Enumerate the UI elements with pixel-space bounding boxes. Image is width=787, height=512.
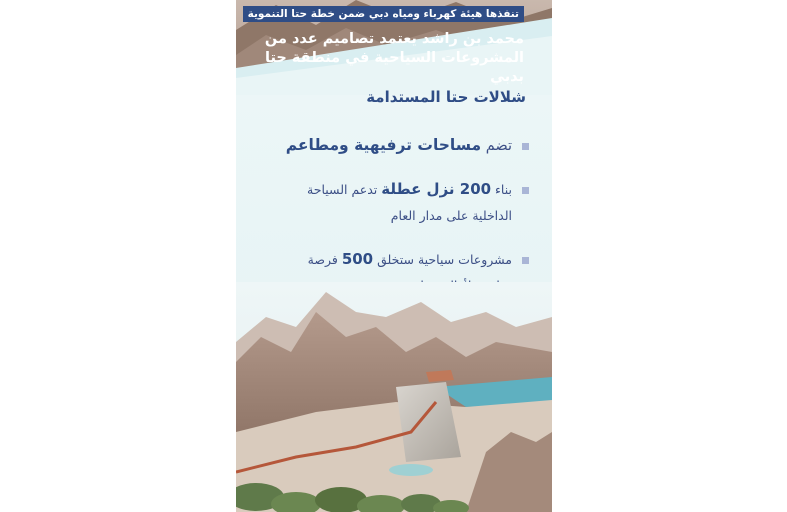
bullet-text: تدعم السياحة bbox=[307, 182, 382, 197]
bullet-square-icon bbox=[522, 143, 529, 150]
headline-line-1: محمد بن راشد يعتمد تصاميم عدد من bbox=[264, 31, 524, 47]
bullet-square-icon bbox=[522, 257, 529, 264]
bullet-line bbox=[238, 176, 512, 203]
bullet-item bbox=[238, 132, 538, 159]
infographic-poster bbox=[236, 0, 552, 512]
bullet-square-icon bbox=[522, 187, 529, 194]
headline-line-2: المشروعات السياحية في منطقة حتا بدبي bbox=[265, 50, 524, 85]
hatta-dam-rendering bbox=[236, 282, 552, 512]
bullet-line bbox=[238, 246, 512, 273]
bullet-item bbox=[238, 176, 538, 229]
top-banner: تنفذها هيئة كهرباء ومياه دبي ضمن خطة حتا التنموية bbox=[243, 6, 524, 22]
dam-landscape-illustration bbox=[236, 282, 552, 512]
bullet-highlight: مساحات ترفيهية ومطاعم bbox=[285, 136, 482, 154]
bullet-text: مشروعات سياحية ستخلق bbox=[373, 252, 512, 267]
bullet-line bbox=[238, 132, 512, 159]
bullet-line-2: الداخلية على مدار العام bbox=[390, 208, 512, 223]
section-title: شلالات حتا المستدامة bbox=[366, 88, 526, 106]
bullet-text: بناء bbox=[491, 182, 512, 197]
bullet-highlight: 200 نزل عطلة bbox=[381, 180, 492, 198]
bullet-text: تضم bbox=[481, 138, 512, 154]
headline bbox=[244, 30, 524, 87]
bullet-highlight: 500 bbox=[341, 250, 374, 268]
bullet-text: فرصة bbox=[307, 252, 342, 267]
header-mountain-band bbox=[236, 0, 552, 95]
